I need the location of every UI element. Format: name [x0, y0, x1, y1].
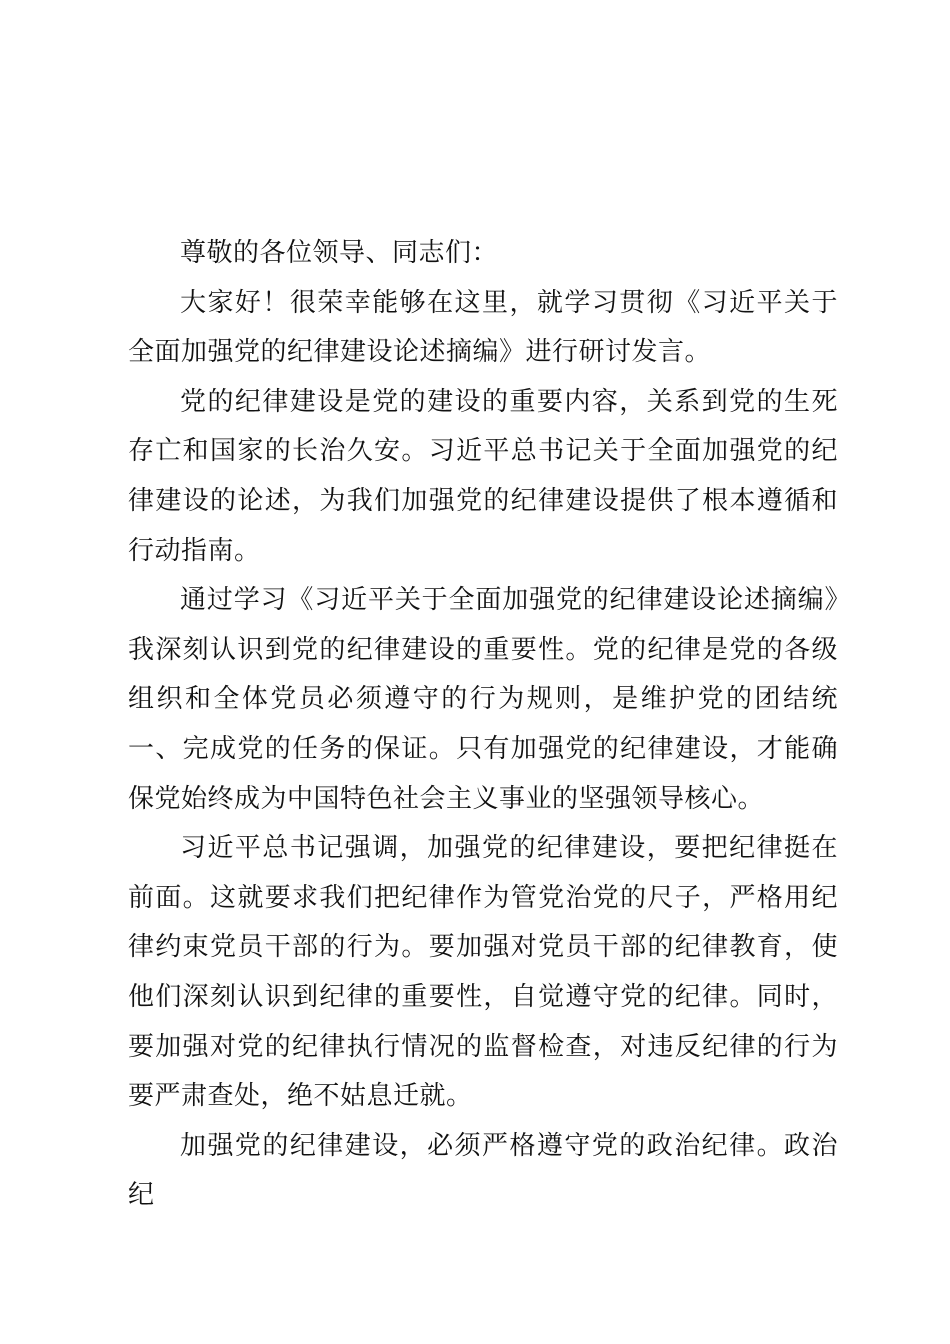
- opening-paragraph: 大家好！很荣幸能够在这里，就学习贯彻《习近平关于全面加强党的纪律建设论述摘编》进行研讨发言。: [128, 287, 838, 368]
- body-paragraph-discipline-first: 习近平总书记强调，加强党的纪律建设，要把纪律挺在前面。这就要求我们把纪律作为管党治党的尺子，严格用纪律约束党员干部的行为。要加强对党员干部的纪律教育，使他们深刻认识到纪律的重要性，自觉遵守党的纪律。同时，要加强对党的纪律执行情况的监督检查，对违反纪律的行为要严肃查处，绝不姑息迁就。: [128, 833, 838, 1112]
- body-paragraph-study: 通过学习《习近平关于全面加强党的纪律建设论述摘编》我深刻认识到党的纪律建设的重要性。党的纪律是党的各级组织和全体党员必须遵守的行为规则，是维护党的团结统一、完成党的任务的保证。只有加强党的纪律建设，才能确保党始终成为中国特色社会主义事业的坚强领导核心。: [128, 585, 838, 814]
- speech-body: [128, 229, 838, 1221]
- salutation: 尊敬的各位领导、同志们：: [180, 238, 499, 268]
- body-paragraph-importance: 党的纪律建设是党的建设的重要内容，关系到党的生死存亡和国家的长治久安。习近平总书记关于全面加强党的纪律建设的论述，为我们加强党的纪律建设提供了根本遵循和行动指南。: [128, 386, 838, 566]
- body-paragraph-political-discipline: 加强党的纪律建设，必须严格遵守党的政治纪律。政治纪: [128, 1130, 838, 1211]
